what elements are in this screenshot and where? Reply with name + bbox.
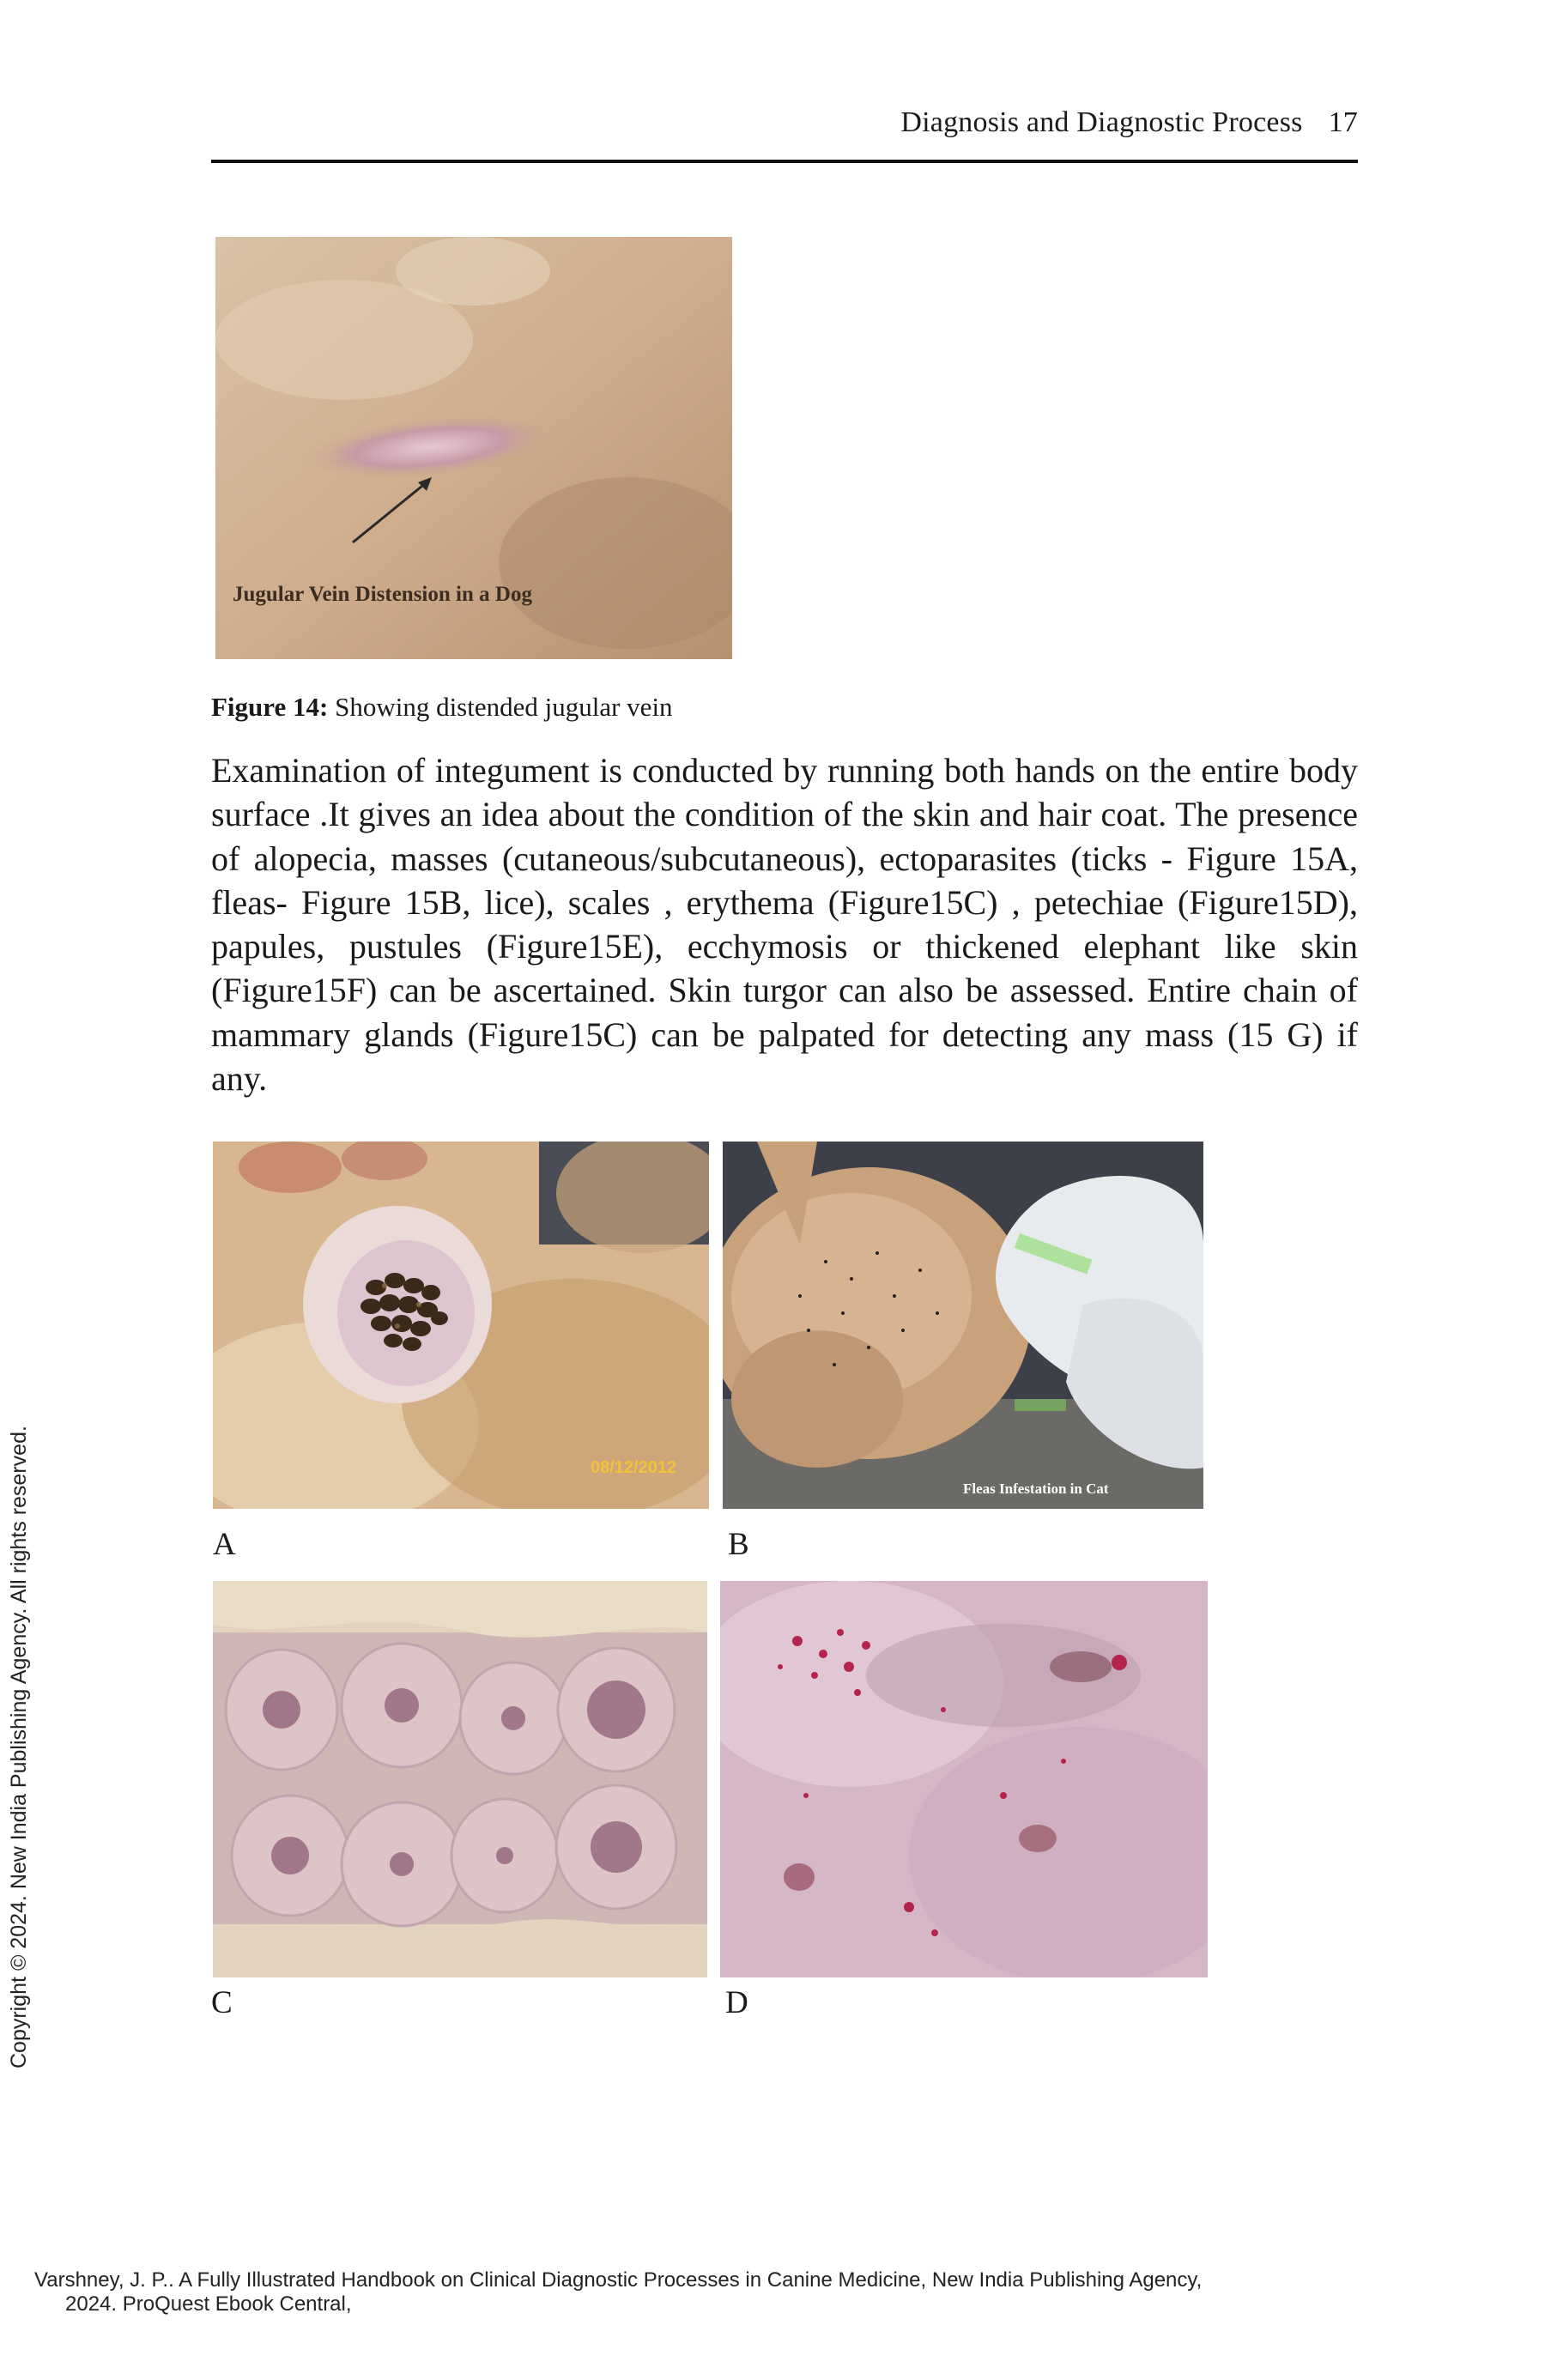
- running-header: [900, 106, 1358, 139]
- figure-14-caption-text: Showing distended jugular vein: [328, 692, 673, 722]
- figure-15d-label: D: [725, 1985, 748, 2020]
- footer-citation: [34, 2268, 1202, 2316]
- figure-14-caption-label: Figure 14:: [211, 692, 329, 722]
- body-paragraph: Examination of integument is conducted by running both hands on the entire body surface .It gives an idea about the condition of the skin and hair coat. The presence of alopecia, masses (cutaneous/subcutaneous), ectoparasites (ticks - Figure 15A, fleas- Figure 15B, lice), scales , erythema (Figure15C) , petechiae (Figure15D), papules, pustules (Figure15E), ecchymosis or thickened elephant like skin (Figure15F) can be ascertained. Skin turgor can also be assessed. Entire chain of mammary glands (Figure15C) can be palpated for detecting any mass (15 G) if any.: [211, 751, 1358, 1099]
- figure-15b-image-label: Fleas Infestation in Cat: [963, 1481, 1109, 1497]
- figure-15c-photo: [213, 1581, 707, 1977]
- footer-line-1: Varshney, J. P.. A Fully Illustrated Handbook on Clinical Diagnostic Processes in Canine Medicine, New India Publishing Agency,: [34, 2268, 1203, 2292]
- figure-15a-date-stamp: 08/12/2012: [591, 1458, 677, 1477]
- running-title: Diagnosis and Diagnostic Process: [900, 106, 1303, 138]
- figure-15b-photo: [723, 1142, 1203, 1509]
- figure-15d-photo: [720, 1581, 1208, 1977]
- header-rule: [211, 160, 1358, 163]
- page-number: 17: [1328, 106, 1358, 138]
- figure-15a-label: A: [213, 1527, 236, 1562]
- figure-14-caption: [211, 692, 673, 723]
- figure-14-image-label: Jugular Vein Distension in a Dog: [233, 583, 532, 606]
- figure-15a-photo: [213, 1142, 709, 1509]
- footer-line-2: 2024. ProQuest Ebook Central,: [65, 2292, 352, 2316]
- figure-15c-label: C: [211, 1985, 233, 2020]
- figure-15b-label: B: [728, 1527, 749, 1562]
- figure-14-photo: [215, 237, 732, 659]
- side-copyright: Copyright © 2024. New India Publishing Agency. All rights reserved.: [7, 1426, 31, 2068]
